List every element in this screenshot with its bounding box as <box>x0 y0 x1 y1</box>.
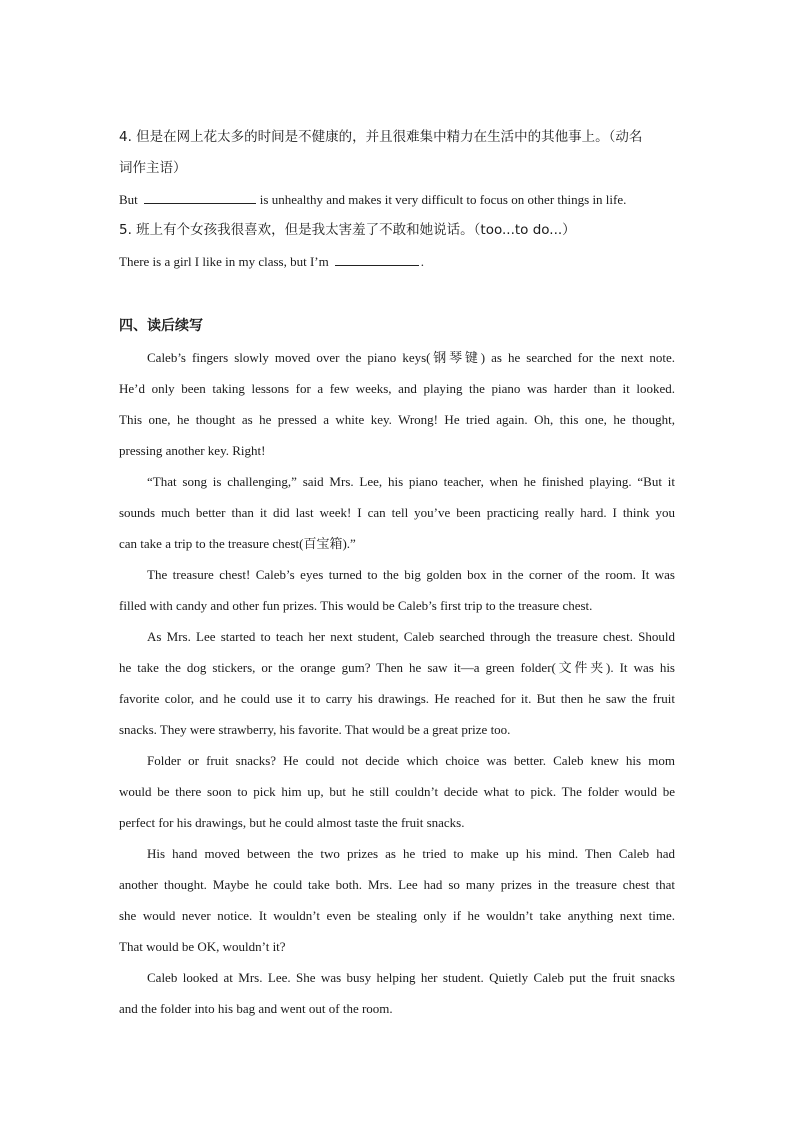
paragraph-line: Folder or fruit snacks? He could not decide which choice was better. Caleb knew his mom <box>147 753 675 768</box>
question-4-chinese-line-2: 词作主语） <box>119 160 187 176</box>
paragraph-line: Caleb looked at Mrs. Lee. She was busy helping her student. Quietly Caleb put the fruit snacks <box>147 970 675 985</box>
question-5-answer-blank[interactable] <box>335 254 419 266</box>
paragraph-line: and the folder into his bag and went out of the room. <box>119 1001 393 1016</box>
question-4-answer-blank[interactable] <box>144 192 256 204</box>
story-paragraph-7 <box>119 962 675 1024</box>
question-5-suffix: . <box>420 254 425 269</box>
question-5-english <box>119 246 675 277</box>
paragraph-line: pressing another key. Right! <box>119 443 266 458</box>
question-5-chinese: 5. 班上有个女孩我很喜欢，但是我太害羞了不敢和她说话。（too...to do...） <box>119 222 576 238</box>
paragraph-line: sounds much better than it did last week! I can tell you’ve been practicing really hard. I think you <box>119 505 675 520</box>
paragraph-line: another thought. Maybe he could take both. Mrs. Lee had so many prizes in the treasure chest that <box>119 877 675 892</box>
story-paragraph-1 <box>119 342 675 466</box>
question-4-suffix: is unhealthy and makes it very difficult to focus on other things in life. <box>259 192 627 207</box>
question-4-english <box>119 184 675 215</box>
question-4-prefix: But <box>119 192 138 207</box>
paragraph-line: He’d only been taking lessons for a few weeks, and playing the piano was harder than it looked. <box>119 381 675 396</box>
section-title: 四、读后续写 <box>119 318 203 334</box>
paragraph-line: would be there soon to pick him up, but he still couldn’t decide what to pick. The folder would be <box>119 784 675 799</box>
story-paragraph-6 <box>119 838 675 962</box>
paragraph-line: snacks. They were strawberry, his favorite. That would be a great prize too. <box>119 722 511 737</box>
paragraph-line: This one, he thought as he pressed a white key. Wrong! He tried again. Oh, this one, he thought, <box>119 412 675 427</box>
story-paragraph-5 <box>119 745 675 838</box>
story-paragraph-4 <box>119 621 675 745</box>
paragraph-line: perfect for his drawings, but he could almost taste the fruit snacks. <box>119 815 465 830</box>
paragraph-line: can take a trip to the treasure chest(百宝箱).” <box>119 536 356 551</box>
question-4-chinese-line-1: 4. 但是在网上花太多的时间是不健康的，并且很难集中精力在生活中的其他事上。（动名 <box>119 129 643 145</box>
paragraph-line: he take the dog stickers, or the orange gum? Then he saw it—a green folder(文件夹). It was his <box>119 660 675 675</box>
paragraph-line: “That song is challenging,” said Mrs. Lee, his piano teacher, when he finished playing. “But it <box>147 474 675 489</box>
document-page <box>119 122 675 1024</box>
question-5-prefix: There is a girl I like in my class, but I’m <box>119 254 329 269</box>
paragraph-line: His hand moved between the two prizes as he tried to make up his mind. Then Caleb had <box>147 846 675 861</box>
paragraph-line: filled with candy and other fun prizes. This would be Caleb’s first trip to the treasure chest. <box>119 598 593 613</box>
paragraph-line: she would never notice. It wouldn’t even be stealing only if he wouldn’t take anything next time. <box>119 908 675 923</box>
story-paragraph-2 <box>119 466 675 559</box>
paragraph-line: That would be OK, wouldn’t it? <box>119 939 286 954</box>
paragraph-line: As Mrs. Lee started to teach her next student, Caleb searched through the treasure chest. Should <box>147 629 675 644</box>
story-paragraph-3 <box>119 559 675 621</box>
paragraph-line: The treasure chest! Caleb’s eyes turned to the big golden box in the corner of the room. It was <box>147 567 675 582</box>
paragraph-line: favorite color, and he could use it to carry his drawings. He reached for it. But then he saw the fruit <box>119 691 675 706</box>
paragraph-line: Caleb’s fingers slowly moved over the piano keys(钢琴键) as he searched for the next note. <box>147 350 675 365</box>
